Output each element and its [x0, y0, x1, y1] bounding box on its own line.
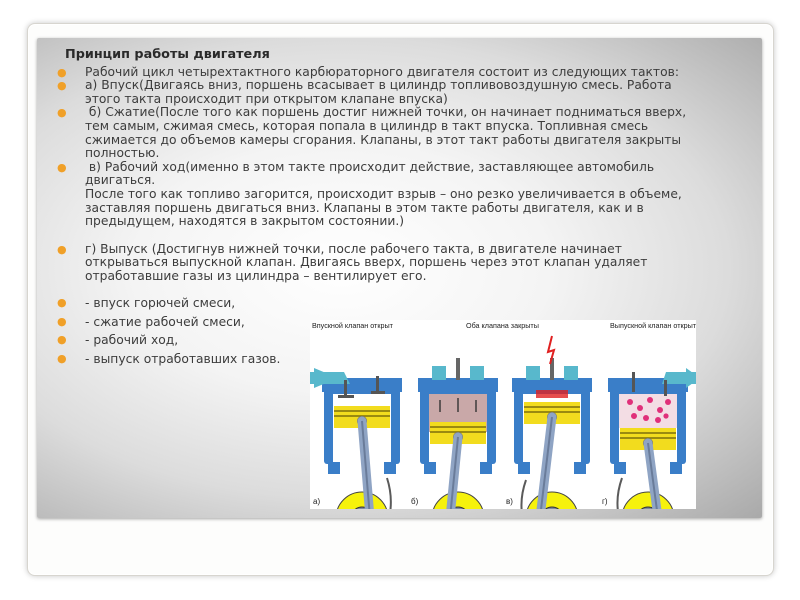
paragraph-exhaust: ● г) Выпуск (Достигнув нижней точки, после рабочего такта, в двигателе начинает открываться выпускной клапан. Двигаясь вверх, поршень через этот клапан удаляет отработавшие газы из цилиндра – вентилирует его. — [57, 241, 648, 283]
text-block — [55, 48, 745, 284]
label-intake-open: Впускной клапан открыт — [312, 321, 393, 330]
slide-heading: Принцип работы двигателя — [65, 47, 270, 62]
cylinder-exhaust — [608, 368, 696, 509]
list-item: ● - рабочий ход, — [57, 333, 179, 348]
stroke-list — [55, 296, 335, 371]
label-exhaust-open: Выпускной клапан открыт — [610, 321, 696, 330]
cylinder-compression — [418, 358, 498, 509]
bullet-icon: ● — [57, 65, 67, 79]
bullet-icon: ● — [57, 333, 67, 347]
paragraph-power-stroke: ● в) Рабочий ход(именно в этом такте происходит действие, заставляющее автомобиль двигаться. После того как топливо загорится, происходит взрыв – оно резко увеличивается в объеме, заставляя поршень двигаться вниз. Клапаны в этом такте работы двигателя, как и в предыдущем, находятся в закрытом состоянии.) — [57, 159, 682, 229]
letter-b: б) — [411, 497, 419, 506]
letter-v: в) — [506, 497, 513, 506]
content-panel — [37, 38, 762, 518]
paragraph-intro: ● Рабочий цикл четырехтактного карбюраторного двигателя состоит из следующих тактов: — [57, 64, 680, 79]
list-item: ● - выпуск отработавших газов. — [57, 352, 281, 367]
letter-g: г) — [602, 497, 608, 506]
bullet-icon: ● — [57, 314, 67, 328]
bullet-icon: ● — [57, 79, 67, 93]
bullet-icon: ● — [57, 160, 67, 174]
bullet-icon: ● — [57, 352, 67, 366]
cylinder-power-stroke — [512, 336, 592, 509]
cylinder-intake — [310, 368, 402, 509]
engine-stroke-diagram — [310, 320, 696, 509]
bullet-icon: ● — [57, 242, 67, 256]
bullet-icon: ● — [57, 296, 67, 309]
paragraph-compression: ● б) Сжатие(После того как поршень достиг нижней точки, он начинает подниматься вверх, тем самым, сжимая смесь, которая попала в цилиндр в такт впуска. Топливная смесь сжимается до объемов камеры сгорания. Клапаны, в этот такт работы двигателя закрыты полностью. — [57, 105, 687, 161]
bullet-icon: ● — [57, 106, 67, 120]
label-both-closed: Оба клапана закрыты — [466, 321, 539, 330]
letter-a: а) — [313, 497, 321, 506]
list-item: ● - сжатие рабочей смеси, — [57, 314, 245, 329]
list-item: ● - впуск горючей смеси, — [57, 296, 236, 310]
paragraph-intake: ● а) Впуск(Двигаясь вниз, поршень всасывает в цилиндр топливовоздушную смесь. Работа этого такта происходит при открытом клапане впуска) — [57, 78, 672, 106]
